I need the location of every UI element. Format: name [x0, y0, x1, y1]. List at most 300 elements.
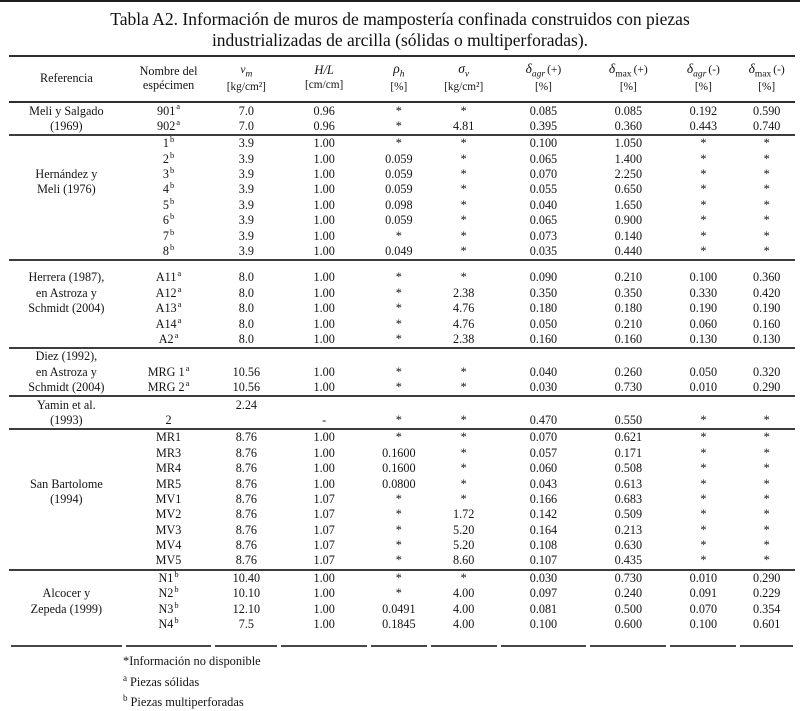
delta-max-neg-cell: 0.190: [752, 301, 781, 316]
rho-h-cell: *: [395, 301, 402, 316]
column-header-delta-max-pos: $\delta_{max}$ (+) [%]: [588, 56, 668, 102]
hl-cell: 1.00: [313, 213, 335, 228]
delta-max-pos-cell: 1.650: [614, 197, 643, 212]
specimen-cell: MRG 1$^a$: [147, 364, 190, 379]
footnote-asterisk: [123, 653, 800, 670]
table-header: [9, 56, 795, 102]
hl-cell: 1.00: [313, 167, 335, 182]
vm-cell: 7.0: [238, 118, 254, 133]
delta-agr-pos-cell: 0.142: [529, 507, 558, 522]
delta-max-neg-cell: *: [763, 182, 770, 197]
delta-agr-neg-cell: *: [700, 213, 707, 228]
data-table: [9, 55, 795, 647]
specimen-cell: 4$^b$: [162, 182, 175, 197]
vm-cell: 8.76: [235, 445, 258, 460]
specimen-cell: 7$^b$: [162, 228, 175, 243]
delta-agr-neg-cell: 0.070: [689, 601, 718, 616]
specimen-superscript: b: [169, 182, 175, 191]
reference-cell: [9, 553, 124, 569]
delta-max-pos-cell: 0.730: [588, 570, 668, 586]
rho-h-cell: *: [395, 103, 402, 118]
sigma-v-cell: *: [460, 103, 467, 118]
specimen-superscript: a: [177, 301, 182, 310]
reference-cell: Meli (1976): [37, 182, 96, 197]
delta-agr-pos-cell: 0.164: [529, 522, 558, 537]
rho-h-cell: *: [395, 118, 402, 133]
specimen-cell: 8$^b$: [162, 243, 175, 259]
delta-max-neg-cell: 0.160: [752, 316, 781, 331]
vm-cell: 8.76: [235, 553, 258, 568]
specimen-superscript: b: [169, 243, 175, 252]
table-row: [9, 244, 795, 260]
vm-cell: 3.9: [238, 197, 254, 212]
vm-cell: 7.0: [238, 103, 254, 118]
hl-cell: 1.00: [313, 445, 335, 460]
hl-cell: 1.00: [279, 260, 369, 285]
rho-h-cell: [369, 348, 429, 364]
reference-cell: [9, 228, 124, 243]
table-row: [9, 102, 795, 118]
rho-h-cell: *: [395, 507, 402, 522]
table-row: [9, 476, 795, 491]
delta-agr-pos-cell: 0.065: [529, 151, 558, 166]
delta-agr-pos-cell: 0.166: [529, 491, 558, 506]
sigma-v-cell: 4.76: [453, 301, 475, 316]
delta-max-pos-cell: 2.250: [614, 167, 643, 182]
delta-agr-pos-cell: 0.043: [529, 476, 558, 491]
vm-cell: 12.10: [232, 601, 261, 616]
delta-max-neg-cell: *: [763, 553, 770, 568]
delta-agr-pos-cell: 0.073: [529, 228, 558, 243]
hl-cell: 1.00: [313, 332, 335, 346]
table-row: [9, 348, 795, 364]
sigma-v-cell: *: [460, 380, 467, 395]
bottom-rule-segment: [738, 632, 795, 647]
rho-h-cell: *: [369, 135, 429, 151]
hl-cell: 1.07: [313, 491, 335, 506]
delta-max-neg-cell: *: [763, 167, 770, 182]
delta-agr-neg-cell: *: [700, 412, 707, 427]
delta-max-pos-cell: [588, 396, 668, 412]
delta-max-neg-cell: *: [763, 228, 770, 243]
sigma-v-cell: *: [460, 476, 467, 491]
footnote-text: Piezas sólidas: [130, 674, 200, 689]
delta-agr-pos-cell: 0.100: [499, 135, 589, 151]
vm-cell: 3.9: [238, 213, 254, 228]
table-row: [9, 507, 795, 522]
vm-cell: 8.76: [235, 461, 258, 476]
delta-max-pos-cell: 0.550: [614, 412, 643, 427]
footnote-b: [123, 690, 800, 711]
delta-max-pos-cell: 1.050: [588, 135, 668, 151]
reference-cell: Alcocer y: [42, 586, 91, 601]
specimen-cell: A11$^a$: [124, 260, 214, 285]
delta-max-neg-cell: 0.290: [738, 570, 795, 586]
specimen-cell: N4$^b$: [158, 616, 179, 632]
delta-max-pos-cell: 0.210: [614, 316, 643, 331]
reference-cell: Yamin et al.: [9, 396, 124, 412]
rho-h-cell: *: [395, 364, 402, 379]
vm-cell: 8.76: [235, 476, 258, 491]
specimen-superscript: a: [177, 268, 182, 279]
bottom-rule-segment: [9, 632, 124, 647]
reference-cell: en Astroza y: [35, 364, 97, 379]
reference-cell: [9, 461, 124, 476]
table-row: [9, 152, 795, 167]
hl-cell: 1.00: [313, 601, 335, 616]
sigma-v-cell: *: [460, 197, 467, 212]
specimen-cell: MR3: [156, 445, 182, 460]
specimen-superscript: a: [177, 285, 182, 294]
reference-cell: Meli y Salgado: [29, 103, 104, 118]
column-header-referencia: Referencia: [9, 56, 124, 102]
specimen-superscript: a: [185, 379, 190, 389]
rho-h-cell: *: [369, 570, 429, 586]
hl-cell: 1.00: [313, 461, 335, 476]
delta-agr-neg-cell: *: [700, 244, 707, 259]
column-header-delta-max-neg: $\delta_{max}$ (-) [%]: [738, 56, 795, 102]
hl-cell: 1.00: [313, 586, 335, 601]
delta-max-neg-cell: *: [738, 429, 795, 445]
delta-agr-neg-cell: 0.190: [689, 301, 718, 316]
reference-cell: [9, 507, 124, 522]
vm-cell: 8.76: [235, 491, 258, 506]
specimen-superscript: a: [185, 364, 190, 373]
column-header-nombre: Nombre del espécimen: [124, 56, 214, 102]
delta-agr-neg-cell: 0.100: [668, 260, 738, 285]
specimen-cell: 2$^b$: [162, 151, 175, 166]
vm-cell: 8.0: [213, 260, 279, 285]
table-row: [9, 396, 795, 412]
vm-cell: 2.24: [213, 396, 279, 412]
hl-cell: 1.00: [313, 476, 335, 491]
table-row: [9, 213, 795, 228]
delta-max-neg-cell: [738, 348, 795, 364]
specimen-superscript: b: [174, 601, 179, 610]
table-row: [9, 301, 795, 316]
delta-agr-pos-cell: 0.057: [529, 445, 558, 460]
sigma-v-cell: [429, 396, 499, 412]
column-header-rho-h: $\rho_h$ [%]: [369, 56, 429, 102]
delta-max-neg-cell: *: [763, 491, 770, 506]
delta-agr-neg-cell: [668, 396, 738, 412]
vm-cell: 8.0: [238, 332, 254, 346]
sigma-v-cell: *: [460, 244, 467, 259]
reference-cell: [9, 570, 124, 586]
delta-max-pos-cell: 0.171: [614, 445, 643, 460]
delta-agr-pos-cell: 0.107: [529, 553, 558, 568]
reference-cell: [9, 446, 124, 461]
hl-cell: [279, 348, 369, 364]
asterisk-marker: *: [123, 654, 130, 669]
delta-agr-neg-cell: *: [700, 461, 707, 476]
reference-cell: Hernández y: [35, 167, 98, 182]
table-bottom-rule: [9, 632, 795, 647]
table-title: Tabla A2. Información de muros de mampostería confinada construidos con piezas industrializadas de arcilla (sólidas o multiperforadas).: [110, 9, 690, 50]
specimen-cell: N2$^b$: [158, 586, 179, 601]
sigma-v-cell: 2.38: [453, 285, 475, 300]
delta-max-neg-cell: 0.360: [738, 260, 795, 285]
column-header-hl: H/L [cm/cm]: [279, 56, 369, 102]
delta-agr-pos-cell: 0.108: [529, 538, 558, 553]
hl-cell: 1.07: [313, 553, 335, 568]
delta-max-pos-cell: 0.140: [614, 228, 643, 243]
specimen-cell: MV2: [155, 507, 182, 522]
delta-agr-neg-cell: 0.010: [668, 570, 738, 586]
delta-max-neg-cell: *: [763, 522, 770, 537]
sigma-v-cell: *: [460, 151, 467, 166]
delta-agr-neg-cell: *: [700, 228, 707, 243]
sigma-v-cell: *: [460, 167, 467, 182]
reference-cell: [9, 332, 124, 348]
delta-agr-neg-cell: 0.192: [689, 103, 718, 118]
delta-max-pos-cell: 0.085: [614, 103, 643, 118]
specimen-cell: 5$^b$: [162, 197, 175, 212]
vm-cell: 8.76: [235, 538, 258, 553]
reference-cell: [9, 316, 124, 331]
table-row: [9, 380, 795, 396]
bottom-rule-segment: [213, 632, 279, 647]
specimen-cell: MR4: [156, 461, 182, 476]
hl-cell: 1.00: [313, 182, 335, 197]
specimen-superscript: a: [174, 331, 179, 340]
hl-cell: 1.00: [313, 197, 335, 212]
table-row: [9, 198, 795, 213]
delta-agr-pos-cell: [499, 396, 589, 412]
delta-agr-pos-cell: 0.100: [529, 617, 558, 632]
rho-h-cell: *: [395, 228, 402, 243]
column-header-delta-agr-pos: $\delta_{agr}$ (+) [%]: [499, 56, 589, 102]
vm-cell: 8.76: [235, 507, 258, 522]
delta-max-neg-cell: *: [763, 476, 770, 491]
specimen-cell: [124, 348, 214, 364]
specimen-superscript: b: [169, 213, 175, 222]
delta-agr-neg-cell: 0.130: [689, 332, 718, 346]
rho-h-cell: 0.098: [385, 197, 413, 212]
table-row: [9, 601, 795, 616]
rho-h-cell: 0.059: [385, 182, 413, 197]
sigma-v-cell: *: [460, 364, 467, 379]
delta-agr-pos-cell: 0.030: [499, 570, 589, 586]
delta-max-neg-cell: *: [763, 151, 770, 166]
specimen-cell: MV1: [155, 491, 182, 506]
reference-cell: (1969): [50, 118, 83, 133]
delta-max-neg-cell: *: [763, 507, 770, 522]
rho-h-cell: *: [395, 586, 402, 601]
vm-cell: 10.10: [232, 586, 261, 601]
table-row: [9, 260, 795, 285]
vm-cell: 3.9: [238, 151, 254, 166]
sup-b-marker: b: [123, 693, 128, 704]
delta-max-neg-cell: [738, 396, 795, 412]
table-row: [9, 461, 795, 476]
delta-agr-neg-cell: 0.091: [689, 586, 718, 601]
table-row: [9, 492, 795, 507]
delta-max-neg-cell: *: [763, 538, 770, 553]
delta-max-neg-cell: 0.590: [752, 103, 781, 118]
sigma-v-cell: 5.20: [453, 522, 475, 537]
rho-h-cell: 0.1600: [382, 461, 416, 476]
delta-max-pos-cell: [588, 348, 668, 364]
delta-agr-pos-cell: 0.040: [529, 197, 558, 212]
delta-max-neg-cell: 0.420: [752, 285, 781, 300]
specimen-superscript: a: [176, 118, 181, 127]
delta-agr-pos-cell: 0.035: [529, 244, 558, 259]
column-header-sigma-v: $\sigma_v$ [kg/cm²]: [429, 56, 499, 102]
delta-agr-neg-cell: 0.100: [689, 617, 718, 632]
delta-max-pos-cell: 0.613: [614, 476, 643, 491]
vm-cell: [213, 413, 279, 429]
specimen-superscript: b: [169, 228, 175, 237]
delta-agr-pos-cell: 0.350: [529, 285, 558, 300]
delta-max-pos-cell: 0.260: [614, 364, 643, 379]
rho-h-cell: 0.0491: [382, 601, 416, 616]
delta-agr-pos-cell: 0.030: [529, 380, 558, 395]
reference-cell: Herrera (1987),: [9, 260, 124, 285]
reference-cell: [9, 538, 124, 553]
reference-cell: en Astroza y: [35, 285, 97, 300]
delta-agr-neg-cell: *: [700, 197, 707, 212]
delta-agr-neg-cell: *: [700, 507, 707, 522]
hl-cell: 1.00: [313, 285, 335, 300]
sigma-v-cell: 8.60: [453, 553, 475, 568]
rho-h-cell: *: [395, 491, 402, 506]
specimen-superscript: b: [169, 151, 175, 160]
specimen-superscript: a: [176, 102, 181, 112]
table-row: [9, 523, 795, 538]
sigma-v-cell: 5.20: [453, 538, 475, 553]
delta-max-pos-cell: 0.683: [614, 491, 643, 506]
hl-cell: [279, 396, 369, 412]
reference-cell: Zepeda (1999): [30, 601, 103, 616]
specimen-cell: [124, 396, 214, 412]
delta-agr-pos-cell: [499, 348, 589, 364]
delta-agr-pos-cell: 0.097: [529, 586, 558, 601]
delta-max-pos-cell: 0.630: [614, 538, 643, 553]
delta-agr-neg-cell: 0.050: [689, 364, 718, 379]
rho-h-cell: *: [395, 380, 402, 395]
table-row: [9, 617, 795, 632]
hl-cell: 1.00: [313, 364, 335, 379]
table-row: [9, 429, 795, 445]
reference-cell: [9, 617, 124, 632]
specimen-superscript: b: [174, 616, 179, 625]
delta-agr-neg-cell: 0.443: [689, 118, 718, 133]
table-row: [9, 182, 795, 197]
table-row: [9, 119, 795, 135]
footnote-a: [123, 670, 800, 691]
delta-agr-neg-cell: *: [700, 445, 707, 460]
delta-max-pos-cell: 0.900: [614, 213, 643, 228]
delta-max-neg-cell: 0.354: [752, 601, 781, 616]
reference-cell: (1994): [50, 491, 83, 506]
reference-cell: [9, 198, 124, 213]
table-body: [9, 102, 795, 647]
rho-h-cell: *: [369, 429, 429, 445]
delta-max-neg-cell: *: [763, 461, 770, 476]
vm-cell: 8.0: [238, 316, 254, 331]
delta-max-pos-cell: 0.650: [614, 182, 643, 197]
footnote-text: Información no disponible: [129, 654, 261, 669]
rho-h-cell: 0.059: [385, 151, 413, 166]
delta-max-neg-cell: *: [763, 445, 770, 460]
reference-cell: [9, 135, 124, 151]
specimen-superscript: b: [169, 197, 175, 206]
table-row: [9, 135, 795, 151]
rho-h-cell: *: [395, 316, 402, 331]
table-row: [9, 286, 795, 301]
delta-max-pos-cell: 0.730: [614, 380, 643, 395]
delta-agr-neg-cell: 0.010: [689, 380, 718, 395]
specimen-cell: 902$^a$: [157, 118, 181, 133]
sigma-v-cell: *: [429, 260, 499, 285]
delta-max-pos-cell: 0.160: [614, 332, 643, 346]
specimen-cell: MRG 2$^a$: [147, 379, 190, 395]
delta-agr-neg-cell: *: [700, 167, 707, 182]
specimen-cell: A14$^a$: [155, 316, 182, 331]
vm-cell: 10.40: [213, 570, 279, 586]
vm-cell: 10.56: [232, 380, 261, 395]
delta-agr-pos-cell: 0.160: [529, 332, 558, 346]
delta-agr-neg-cell: *: [700, 151, 707, 166]
delta-max-neg-cell: *: [738, 135, 795, 151]
reference-cell: Schmidt (2004): [28, 380, 105, 395]
column-header-vm: $v_m$ [kg/cm²]: [213, 56, 279, 102]
hl-cell: 1.00: [313, 316, 335, 331]
table-row: [9, 332, 795, 348]
delta-agr-neg-cell: *: [668, 135, 738, 151]
delta-max-pos-cell: 0.500: [614, 601, 643, 616]
rho-h-cell: 0.0800: [382, 476, 416, 491]
table-row: [9, 316, 795, 331]
specimen-cell: 3$^b$: [162, 166, 175, 182]
table-row: [9, 365, 795, 380]
sup-a-marker: a: [123, 672, 127, 683]
hl-cell: -: [322, 412, 327, 427]
specimen-superscript: b: [174, 569, 179, 579]
rho-h-cell: 0.059: [385, 213, 413, 228]
specimen-cell: 1$^b$: [124, 135, 214, 151]
rho-h-cell: [369, 396, 429, 412]
delta-agr-neg-cell: *: [700, 182, 707, 197]
footnote-text: Piezas multiperforadas: [130, 695, 244, 710]
footnotes: [123, 653, 800, 711]
hl-cell: 1.07: [313, 522, 335, 537]
delta-agr-neg-cell: *: [700, 522, 707, 537]
delta-agr-pos-cell: 0.065: [529, 213, 558, 228]
sigma-v-cell: *: [460, 182, 467, 197]
delta-agr-neg-cell: *: [700, 476, 707, 491]
sigma-v-cell: *: [460, 445, 467, 460]
sigma-v-cell: 4.00: [453, 586, 475, 601]
delta-max-neg-cell: 0.320: [752, 364, 781, 379]
rho-h-cell: 0.1600: [382, 445, 416, 460]
vm-cell: 7.5: [238, 617, 254, 632]
specimen-cell: MR1: [124, 429, 214, 445]
delta-max-pos-cell: 0.213: [614, 522, 643, 537]
hl-cell: 1.00: [279, 570, 369, 586]
delta-agr-pos-cell: 0.050: [529, 316, 558, 331]
delta-agr-neg-cell: *: [700, 538, 707, 553]
vm-cell: 8.0: [238, 301, 254, 316]
vm-cell: 8.76: [235, 522, 258, 537]
reference-cell: Schmidt (2004): [28, 301, 105, 316]
specimen-cell: 901$^a$: [157, 102, 181, 118]
vm-cell: [213, 348, 279, 364]
sigma-v-cell: *: [460, 228, 467, 243]
hl-cell: 1.00: [313, 380, 335, 395]
rho-h-cell: *: [395, 412, 402, 427]
